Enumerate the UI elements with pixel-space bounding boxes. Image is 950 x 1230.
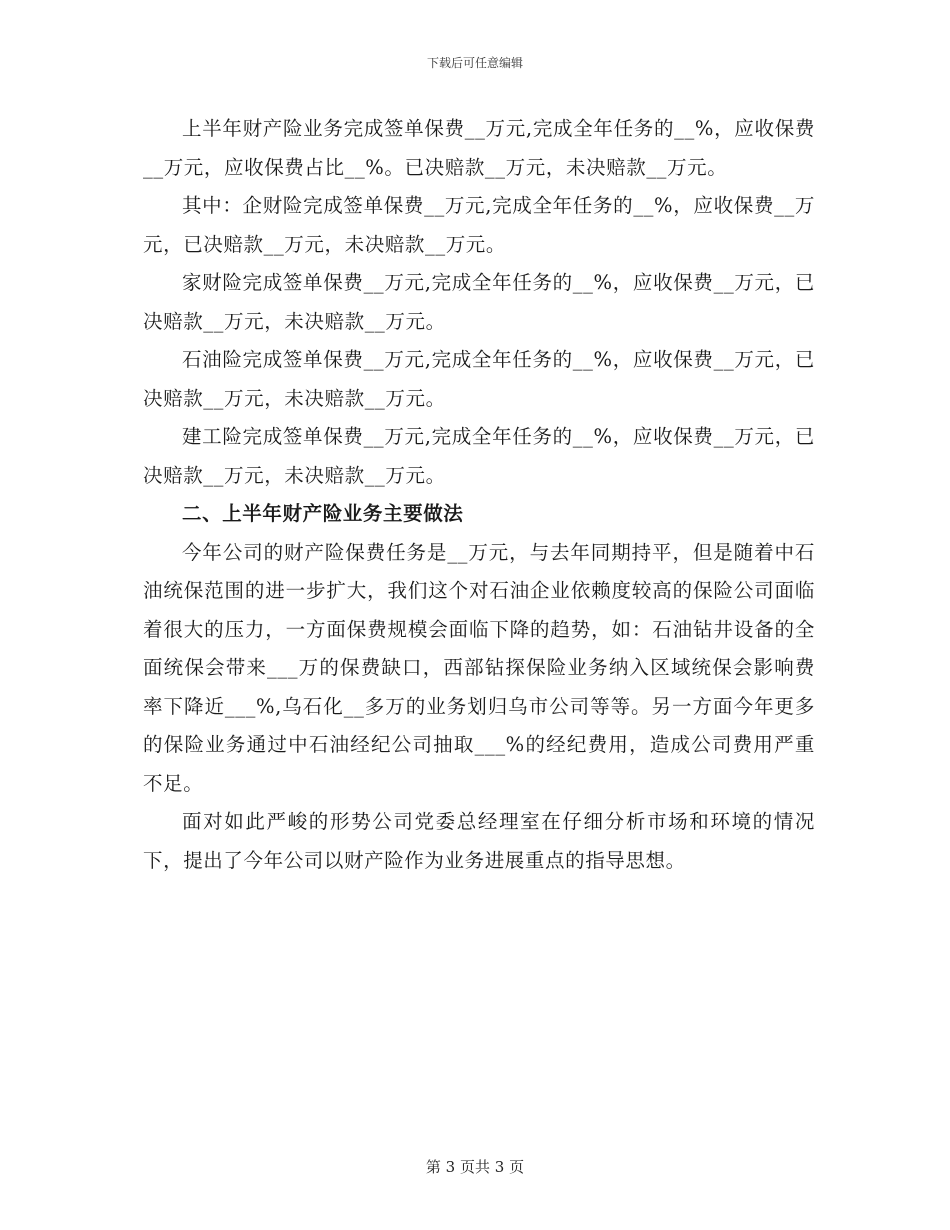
section-heading: 二、上半年财产险业务主要做法 xyxy=(182,502,464,525)
paragraph-enterprise-property: 其中：企财险完成签单保费__万元,完成全年任务的__%，应收保费__万元，已决赔款__万元，未决赔款__万元。 xyxy=(143,194,815,256)
paragraph-household-property: 家财险完成签单保费__万元,完成全年任务的__%，应收保费__万元，已决赔款__万元，未决赔款__万元。 xyxy=(143,271,815,333)
page-number: 第 3 页共 3 页 xyxy=(425,1158,525,1176)
paragraph-construction-insurance: 建工险完成签单保费__万元,完成全年任务的__%，应收保费__万元，已决赔款__万元，未决赔款__万元。 xyxy=(143,425,815,487)
document-body xyxy=(143,110,815,880)
paragraph-petroleum-insurance: 石油险完成签单保费__万元,完成全年任务的__%，应收保费__万元，已决赔款__万元，未决赔款__万元。 xyxy=(143,348,815,410)
paragraph-premium-task: 今年公司的财产险保费任务是__万元，与去年同期持平，但是随着中石油统保范围的进一步扩大，我们这个对石油企业依赖度较高的保险公司面临着很大的压力，一方面保费规模会面临下降的趋势，如：石油钻井设备的全面统保会带来___万的保费缺口，西部钻探保险业务纳入区域统保会影响费率下降近___%,乌石化__多万的业务划归乌市公司等等。另一方面今年更多的保险业务通过中石油经纪公司抽取___%的经纪费用，造成公司费用严重不足。 xyxy=(143,540,815,795)
paragraph-summary: 上半年财产险业务完成签单保费__万元,完成全年任务的__%，应收保费__万元，应收保费占比__%。已决赔款__万元，未决赔款__万元。 xyxy=(143,117,815,179)
page-header-note: 下载后可任意编辑 xyxy=(426,56,523,70)
paragraph-guiding-idea: 面对如此严峻的形势公司党委总经理室在仔细分析市场和环境的情况下，提出了今年公司以财产险作为业务进展重点的指导思想。 xyxy=(143,810,815,872)
